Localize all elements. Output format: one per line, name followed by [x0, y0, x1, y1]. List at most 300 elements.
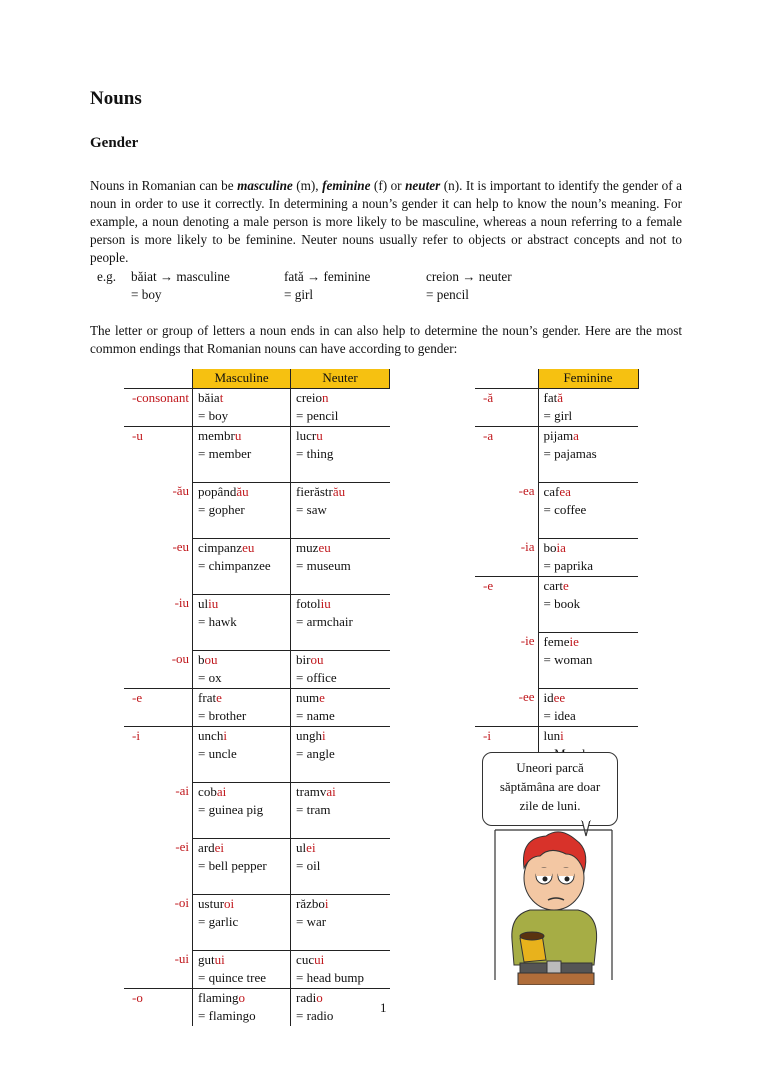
translation-row — [475, 651, 638, 670]
masculine-neuter-table — [124, 369, 390, 1026]
endings-paragraph: The letter or group of letters a noun ends in can also help to determine the noun’s gender. Here are the most common endings that Romanian nouns can have according to gender: — [90, 323, 682, 356]
word-ending: u — [316, 427, 323, 443]
translation-row — [124, 557, 390, 576]
word-cell — [193, 388, 291, 407]
translation-row — [475, 557, 638, 576]
spacer-cell — [193, 876, 291, 895]
ending-row — [475, 482, 638, 501]
translation-row — [124, 445, 390, 464]
example-meaning: = boy — [131, 287, 162, 302]
spacer-cell — [193, 576, 291, 595]
ending-spacer — [124, 501, 193, 520]
example-neuter — [426, 268, 512, 304]
word-ending: a — [573, 427, 579, 443]
word-stem: bo — [543, 539, 557, 555]
translation-row — [124, 1007, 390, 1026]
word-cell — [193, 482, 291, 501]
translation-cell: = book — [538, 595, 638, 614]
belt-buckle — [547, 961, 561, 973]
header-blank — [124, 369, 193, 388]
ending-spacer — [124, 520, 193, 539]
ending-spacer — [124, 820, 193, 839]
spacer-row — [124, 876, 390, 895]
translation-cell: = angle — [291, 745, 390, 764]
word-stem: ard — [198, 839, 215, 855]
ending-row — [124, 988, 390, 1007]
ending-spacer — [124, 632, 193, 651]
word-cell — [193, 538, 291, 557]
word-ending: o — [238, 989, 245, 1005]
translation-cell: = coffee — [538, 501, 638, 520]
ending-spacer — [475, 670, 538, 689]
word-ending: ă — [557, 389, 563, 405]
word-stem: fierăstr — [296, 483, 333, 499]
spacer-cell — [538, 670, 638, 689]
word-ending: ui — [214, 951, 225, 967]
ending-spacer — [124, 669, 193, 688]
ending-row — [124, 726, 390, 745]
translation-row — [124, 407, 390, 426]
ending-label: -ou — [171, 651, 190, 666]
intro-text-4: (n). It is important to identify the gender of a noun in order to use it correctly. In determining a noun’s gender it can help to know the noun’s meaning. For example, a noun denoting a male person is more likely to be masculine, whereas a noun referring to a female person is more likely to be feminine. Neuter nouns usually refer to objects or abstract concepts and not to people. — [90, 178, 682, 265]
spacer-cell — [193, 632, 291, 651]
word-cell — [291, 426, 390, 445]
ending-spacer — [124, 801, 193, 820]
translation-row — [124, 501, 390, 520]
ending-label: -ău — [172, 483, 190, 498]
word-ending: e — [562, 577, 569, 593]
bubble-line: zile de luni. — [519, 798, 581, 813]
ending-spacer — [124, 876, 193, 895]
term-feminine: feminine — [322, 178, 371, 193]
ending-row — [124, 594, 390, 613]
translation-cell: = tram — [291, 801, 390, 820]
example-masculine — [131, 268, 230, 304]
word-cell — [538, 726, 638, 745]
spacer-row — [124, 520, 390, 539]
header-neuter: Neuter — [291, 369, 390, 388]
translation-cell: = brother — [193, 707, 291, 726]
word-stem: radi — [296, 989, 317, 1005]
ending-label: -ei — [175, 839, 190, 854]
spacer-row — [475, 670, 638, 689]
ending-row — [124, 688, 390, 707]
spacer-cell — [538, 464, 638, 483]
ending-label: -ee — [518, 689, 535, 704]
intro-text-2: (m), — [292, 178, 323, 193]
word-cell — [538, 632, 638, 651]
ending-spacer — [124, 445, 193, 464]
translation-cell: = chimpanzee — [193, 557, 291, 576]
ending-spacer — [475, 614, 538, 633]
translation-cell: = member — [193, 445, 291, 464]
ending-label: -ai — [175, 783, 190, 798]
ending-spacer — [124, 913, 193, 932]
word-cell — [193, 726, 291, 745]
spacer-row — [475, 520, 638, 539]
term-masculine: masculine — [237, 178, 293, 193]
ending-label: -eu — [172, 539, 190, 554]
ending-row — [124, 782, 390, 801]
ending-label: -ă — [475, 388, 538, 407]
translation-row — [124, 745, 390, 764]
ending-label: -oi — [174, 895, 190, 910]
word-ending: ee — [553, 689, 566, 705]
left-pupil — [543, 877, 548, 882]
spacer-row — [124, 576, 390, 595]
spacer-row — [124, 820, 390, 839]
spacer-cell — [538, 520, 638, 539]
translation-cell: = girl — [538, 407, 638, 426]
word-stem: b — [198, 651, 205, 667]
ending-row — [475, 632, 638, 651]
word-ending: ou — [204, 651, 218, 667]
ending-spacer — [475, 707, 538, 726]
translation-cell: = paprika — [538, 557, 638, 576]
ending-spacer — [475, 651, 538, 670]
word-stem: ul — [296, 839, 307, 855]
word-cell — [538, 426, 638, 445]
example-word: băiat → masculine — [131, 269, 230, 284]
ending-spacer — [124, 857, 193, 876]
translation-row — [124, 913, 390, 932]
spacer-cell — [291, 520, 390, 539]
word-cell — [291, 782, 390, 801]
word-cell — [291, 988, 390, 1007]
translation-cell: = quince tree — [193, 969, 291, 988]
word-cell — [291, 894, 390, 913]
word-stem: muz — [296, 539, 319, 555]
bubble-line: săptămâna are doar — [499, 779, 601, 794]
word-cell — [193, 894, 291, 913]
word-ending: e — [319, 689, 325, 705]
word-stem: ungh — [296, 727, 323, 743]
example-meaning: = girl — [284, 287, 314, 302]
ending-row — [475, 576, 638, 595]
word-cell — [193, 650, 291, 669]
word-stem: id — [543, 689, 554, 705]
translation-cell: = gopher — [193, 501, 291, 520]
word-ending: ai — [216, 783, 227, 799]
word-cell — [538, 538, 638, 557]
ending-label: -e — [475, 576, 538, 595]
translation-cell: = ox — [193, 669, 291, 688]
intro-text-1: Nouns in Romanian can be — [90, 178, 238, 193]
word-cell — [193, 594, 291, 613]
word-stem: popând — [198, 483, 237, 499]
word-stem: creio — [296, 389, 323, 405]
word-cell — [291, 726, 390, 745]
word-stem: fat — [543, 389, 558, 405]
word-cell — [291, 538, 390, 557]
translation-cell: = idea — [538, 707, 638, 726]
translation-row — [475, 501, 638, 520]
translation-cell: = hawk — [193, 613, 291, 632]
translation-cell: = uncle — [193, 745, 291, 764]
word-ending: i — [223, 727, 227, 743]
word-cell — [291, 650, 390, 669]
header-masculine: Masculine — [193, 369, 291, 388]
ending-spacer — [475, 464, 538, 483]
translation-cell: = museum — [291, 557, 390, 576]
translation-cell: = saw — [291, 501, 390, 520]
spacer-cell — [193, 820, 291, 839]
page-number: 1 — [380, 1000, 387, 1015]
spacer-cell — [291, 632, 390, 651]
ending-spacer — [124, 576, 193, 595]
spacer-row — [124, 932, 390, 951]
word-ending: n — [322, 389, 329, 405]
ending-row — [475, 426, 638, 445]
word-cell — [291, 482, 390, 501]
translation-row — [124, 857, 390, 876]
ending-spacer — [124, 1007, 193, 1026]
ending-label: -i — [124, 726, 193, 745]
word-ending: ea — [559, 483, 571, 499]
word-ending: iu — [208, 595, 219, 611]
ending-row — [475, 726, 638, 745]
example-word: fată → feminine — [284, 269, 371, 284]
word-ending: i — [322, 727, 326, 743]
right-eyelid — [558, 868, 574, 876]
word-stem: num — [296, 689, 320, 705]
translation-row — [475, 707, 638, 726]
ending-label: -ui — [174, 951, 190, 966]
word-ending: i — [324, 895, 329, 911]
spacer-row — [124, 464, 390, 483]
ending-row — [124, 894, 390, 913]
ending-label: -iu — [174, 595, 190, 610]
ending-row — [124, 426, 390, 445]
translation-row — [124, 669, 390, 688]
ending-row — [475, 388, 638, 407]
header-feminine: Feminine — [538, 369, 638, 388]
spacer-cell — [193, 464, 291, 483]
translation-cell: = guinea pig — [193, 801, 291, 820]
ending-spacer — [124, 707, 193, 726]
word-ending: eu — [318, 539, 331, 555]
ending-spacer — [124, 613, 193, 632]
word-cell — [193, 950, 291, 969]
translation-cell: = bell pepper — [193, 857, 291, 876]
ending-label: -ia — [520, 539, 535, 554]
ending-spacer — [124, 745, 193, 764]
example-meaning: = pencil — [426, 287, 469, 302]
ending-label: -o — [124, 988, 193, 1007]
section-heading: Gender — [90, 135, 139, 151]
word-cell — [538, 576, 638, 595]
ending-label: -u — [124, 426, 193, 445]
translation-row — [124, 707, 390, 726]
word-ending: ou — [310, 651, 324, 667]
word-ending: ei — [306, 839, 316, 855]
feminine-table — [475, 369, 639, 764]
translation-row — [475, 445, 638, 464]
word-cell — [538, 688, 638, 707]
spacer-row — [124, 632, 390, 651]
ending-label: -ie — [520, 633, 535, 648]
word-stem: tramv — [296, 783, 327, 799]
word-stem: lun — [543, 727, 561, 743]
example-feminine — [284, 268, 370, 304]
translation-row — [475, 407, 638, 426]
word-ending: ui — [314, 951, 325, 967]
speech-bubble — [482, 752, 618, 826]
translation-cell: = thing — [291, 445, 390, 464]
translation-row — [124, 801, 390, 820]
word-stem: pijam — [543, 427, 574, 443]
word-cell — [291, 950, 390, 969]
spacer-cell — [291, 820, 390, 839]
ending-spacer — [475, 595, 538, 614]
word-ending: t — [219, 389, 224, 405]
translation-cell: = oil — [291, 857, 390, 876]
ending-row — [475, 688, 638, 707]
spacer-row — [475, 614, 638, 633]
intro-text-3: (f) or — [370, 178, 406, 193]
word-cell — [193, 688, 291, 707]
ending-spacer — [475, 407, 538, 426]
word-cell — [193, 838, 291, 857]
ending-spacer — [124, 557, 193, 576]
word-ending: ai — [326, 783, 336, 799]
ending-spacer — [475, 520, 538, 539]
translation-row — [475, 595, 638, 614]
translation-cell: = office — [291, 669, 390, 688]
word-stem: cart — [543, 577, 563, 593]
ending-spacer — [475, 501, 538, 520]
word-ending: oi — [224, 895, 235, 911]
translation-cell: = name — [291, 707, 390, 726]
spacer-cell — [291, 764, 390, 783]
word-cell — [291, 688, 390, 707]
ending-label: -ea — [518, 483, 535, 498]
ending-spacer — [124, 764, 193, 783]
word-ending: ău — [236, 483, 249, 499]
bubble-line: Uneori parcă — [516, 760, 584, 775]
translation-row — [124, 613, 390, 632]
bubble-tail — [582, 820, 590, 836]
ending-row — [124, 950, 390, 969]
term-neuter: neuter — [405, 178, 441, 193]
word-stem: cuc — [296, 951, 315, 967]
ending-label: -e — [124, 688, 193, 707]
ending-spacer — [124, 932, 193, 951]
example-word: creion → neuter — [426, 269, 512, 284]
word-ending: ei — [214, 839, 225, 855]
translation-cell: = boy — [193, 407, 291, 426]
word-stem: ustur — [198, 895, 225, 911]
ending-row — [124, 388, 390, 407]
spacer-cell — [291, 464, 390, 483]
spacer-cell — [193, 764, 291, 783]
ending-row — [475, 538, 638, 557]
intro-paragraph — [90, 177, 682, 267]
word-stem: băia — [198, 389, 220, 405]
word-ending: ău — [332, 483, 346, 499]
translation-cell: = woman — [538, 651, 638, 670]
spacer-cell — [193, 932, 291, 951]
translation-cell: = pencil — [291, 407, 390, 426]
word-stem: flaming — [198, 989, 239, 1005]
ending-spacer — [124, 969, 193, 988]
word-stem: ul — [198, 595, 209, 611]
word-cell — [291, 594, 390, 613]
spacer-row — [475, 464, 638, 483]
word-cell — [193, 988, 291, 1007]
header-blank — [475, 369, 538, 388]
word-cell — [291, 838, 390, 857]
translation-cell: = pajamas — [538, 445, 638, 464]
word-cell — [193, 782, 291, 801]
spacer-cell — [291, 576, 390, 595]
translation-cell: = war — [291, 913, 390, 932]
word-cell — [538, 388, 638, 407]
right-pupil — [565, 877, 570, 882]
ending-spacer — [124, 407, 193, 426]
word-stem: războ — [296, 895, 325, 911]
ending-label: -i — [475, 726, 538, 745]
word-ending: ie — [569, 633, 579, 649]
translation-cell: = garlic — [193, 913, 291, 932]
spacer-cell — [193, 520, 291, 539]
word-stem: caf — [543, 483, 560, 499]
spacer-row — [124, 764, 390, 783]
word-stem: lucr — [296, 427, 317, 443]
translation-cell: = armchair — [291, 613, 390, 632]
word-stem: membr — [198, 427, 235, 443]
ending-spacer — [124, 464, 193, 483]
example-label: e.g. — [97, 269, 117, 284]
ending-spacer — [475, 557, 538, 576]
word-ending: i — [560, 727, 564, 743]
ending-row — [124, 482, 390, 501]
ending-label: -a — [475, 426, 538, 445]
trousers — [518, 973, 594, 985]
mug-coffee — [520, 932, 544, 940]
ending-row — [124, 538, 390, 557]
word-cell — [291, 388, 390, 407]
left-eyelid — [536, 868, 552, 876]
translation-cell: = head bump — [291, 969, 390, 988]
page-title: Nouns — [90, 88, 142, 109]
word-ending: eu — [242, 539, 255, 555]
word-stem: fotol — [296, 595, 321, 611]
translation-cell: = flamingo — [193, 1007, 291, 1026]
spacer-cell — [291, 932, 390, 951]
translation-row — [124, 969, 390, 988]
word-cell — [538, 482, 638, 501]
word-stem: cimpanz — [198, 539, 243, 555]
word-ending: e — [216, 689, 222, 705]
word-stem: gut — [198, 951, 215, 967]
ending-row — [124, 838, 390, 857]
spacer-cell — [291, 876, 390, 895]
word-ending: o — [316, 989, 323, 1005]
word-stem: bir — [296, 651, 311, 667]
ending-label: -consonant — [124, 388, 193, 407]
spacer-cell — [538, 614, 638, 633]
word-cell — [193, 426, 291, 445]
word-stem: unch — [198, 727, 224, 743]
ending-spacer — [475, 445, 538, 464]
word-stem: feme — [543, 633, 570, 649]
translation-cell: = radio — [291, 1007, 390, 1026]
word-stem: cob — [198, 783, 217, 799]
word-stem: frat — [198, 689, 217, 705]
word-ending: ia — [556, 539, 566, 555]
word-ending: u — [234, 427, 242, 443]
